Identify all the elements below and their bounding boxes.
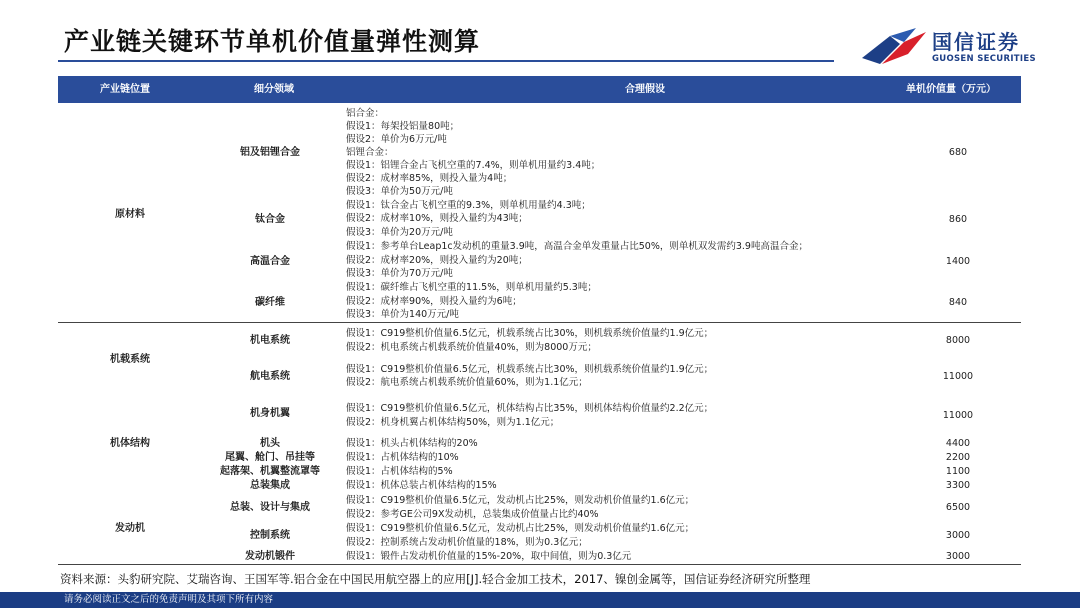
segment-engine-integration: 总装、设计与集成 (230, 502, 310, 513)
segment-avionics: 航电系统 (250, 371, 290, 382)
table-bottom-rule (58, 564, 1021, 565)
value-electromechanical: 8000 (945, 335, 971, 346)
segment-superalloy: 高温合金 (250, 256, 290, 267)
assumption-line: 假设1：占机体结构的5% (346, 466, 453, 477)
value-control-system: 3000 (945, 530, 971, 541)
value-nose: 4400 (945, 438, 971, 449)
table-divider (58, 322, 1021, 323)
footer-bar (0, 592, 1080, 608)
assumption-line: 假设1：机体总装占机体结构的15% (346, 480, 497, 491)
assumption-line: 假设1：每架投铝量80吨； (346, 121, 460, 132)
header-value: 单机价值量（万元） (906, 84, 996, 95)
assumption-line: 假设1：碳纤维占飞机空重的11.5%，则单机用量约5.3吨； (346, 282, 597, 293)
segment-control-system: 控制系统 (250, 530, 290, 541)
assumption-line: 假设3：单价为20万元/吨 (346, 227, 453, 238)
segment-nose: 机头 (260, 438, 280, 449)
value-engine-integration: 6500 (945, 502, 971, 513)
assumption-line: 假设1：钛合金占飞机空重的9.3%，则单机用量约4.3吨； (346, 200, 591, 211)
assumption-line: 假设1：C919整机价值量6.5亿元，机载系统占比30%，则机载系统价值量约1.9亿元； (346, 364, 714, 375)
assumption-line: 假设2：控制系统占发动机价值量的18%，则为0.3亿元； (346, 537, 588, 548)
assumption-line: 假设2：单价为6万元/吨 (346, 134, 447, 145)
assumption-line: 假设2：成材率90%，则投入量约为6吨； (346, 296, 522, 307)
assumption-line: 假设1：锻件占发动机价值量的15%-20%，取中间值，则为0.3亿元 (346, 551, 632, 562)
assumption-line: 假设2：成材率10%，则投入量约为43吨； (346, 213, 528, 224)
header-segment: 细分领域 (254, 84, 294, 95)
assumption-line: 假设1：铝锂合金占飞机空重的7.4%，则单机用量约3.4吨； (346, 160, 601, 171)
assumption-line: 假设2：成材率20%，则投入量约为20吨； (346, 255, 528, 266)
assumption-line: 假设1：C919整机价值量6.5亿元，机载系统占比30%，则机载系统价值量约1.9亿元； (346, 328, 714, 339)
value-carbon-fiber: 840 (948, 297, 968, 308)
segment-al-li-alloy: 铝及铝锂合金 (240, 147, 300, 158)
guosen-logo (860, 24, 1060, 68)
position-raw-materials: 原材料 (115, 209, 145, 220)
value-fuselage-wing: 11000 (942, 410, 974, 421)
value-al-li-alloy: 680 (948, 147, 968, 158)
guosen-logo-icon (860, 24, 930, 68)
assumption-line: 假设2：机电系统占机载系统价值量40%，则为8000万元； (346, 342, 597, 353)
logo-english-name: GUOSEN SECURITIES (932, 54, 1036, 64)
value-engine-forgings: 3000 (945, 551, 971, 562)
assumption-line: 假设1：C919整机价值量6.5亿元，发动机占比25%，则发动机价值量约1.6亿元； (346, 495, 695, 506)
value-final-assembly: 3300 (945, 480, 971, 491)
segment-final-assembly: 总装集成 (250, 480, 290, 491)
value-superalloy: 1400 (945, 256, 971, 267)
assumption-line: 假设1：C919整机价值量6.5亿元，机体结构占比35%，则机体结构价值量约2.2亿元； (346, 403, 714, 414)
logo-chinese-name: 国信证券 (932, 30, 1020, 54)
assumption-line: 假设2：机身机翼占机体结构50%，则为1.1亿元； (346, 417, 560, 428)
assumption-line: 假设1：C919整机价值量6.5亿元，发动机占比25%，则发动机价值量约1.6亿元； (346, 523, 695, 534)
source-note: 资料来源：头豹研究院、艾瑞咨询、王国军等.铝合金在中国民用航空器上的应用[J].轻合金加工技术，2017、镍创金属等，国信证券经济研究所整理 (60, 572, 811, 586)
value-tail-doors-pylons: 2200 (945, 452, 971, 463)
segment-carbon-fiber: 碳纤维 (255, 297, 285, 308)
segment-titanium: 钛合金 (255, 214, 285, 225)
page-title: 产业链关键环节单机价值量弹性测算 (64, 27, 481, 56)
header-assumption: 合理假设 (625, 84, 665, 95)
assumption-line: 铝锂合金： (346, 147, 394, 158)
assumption-line: 假设1：参考单台Leap1c发动机的重量3.9吨，高温合金单发重量占比50%，则单机双发需约3.9吨高温合金； (346, 241, 808, 252)
segment-landing-gear-fairings: 起落架、机翼整流罩等 (220, 466, 320, 477)
table-header (58, 76, 1021, 103)
segment-electromechanical: 机电系统 (250, 335, 290, 346)
value-titanium: 860 (948, 214, 968, 225)
assumption-line: 假设2：参考GE公司9X发动机，总装集成价值量占比约40% (346, 509, 599, 520)
position-engine: 发动机 (115, 523, 145, 534)
assumption-line: 假设1：占机体结构的10% (346, 452, 459, 463)
segment-tail-doors-pylons: 尾翼、舱门、吊挂等 (225, 452, 315, 463)
assumption-line: 假设3：单价为140万元/吨 (346, 309, 459, 320)
assumption-line: 假设1：机头占机体结构的20% (346, 438, 478, 449)
assumption-line: 假设3：单价为70万元/吨 (346, 268, 453, 279)
assumption-line: 假设2：成材率85%，则投入量为4吨； (346, 173, 513, 184)
position-airborne-systems: 机载系统 (110, 354, 150, 365)
title-rule (58, 60, 834, 62)
segment-engine-forgings: 发动机锻件 (245, 551, 295, 562)
assumption-line: 假设2：航电系统占机载系统价值量60%，则为1.1亿元； (346, 377, 588, 388)
position-airframe: 机体结构 (110, 438, 150, 449)
segment-fuselage-wing: 机身机翼 (250, 408, 290, 419)
assumption-line: 铝合金： (346, 108, 385, 119)
header-position: 产业链位置 (100, 84, 150, 95)
value-avionics: 11000 (942, 371, 974, 382)
assumption-line: 假设3：单价为50万元/吨 (346, 186, 453, 197)
disclaimer-text: 请务必阅读正文之后的免责声明及其项下所有内容 (64, 594, 274, 605)
value-landing-gear-fairings: 1100 (945, 466, 971, 477)
